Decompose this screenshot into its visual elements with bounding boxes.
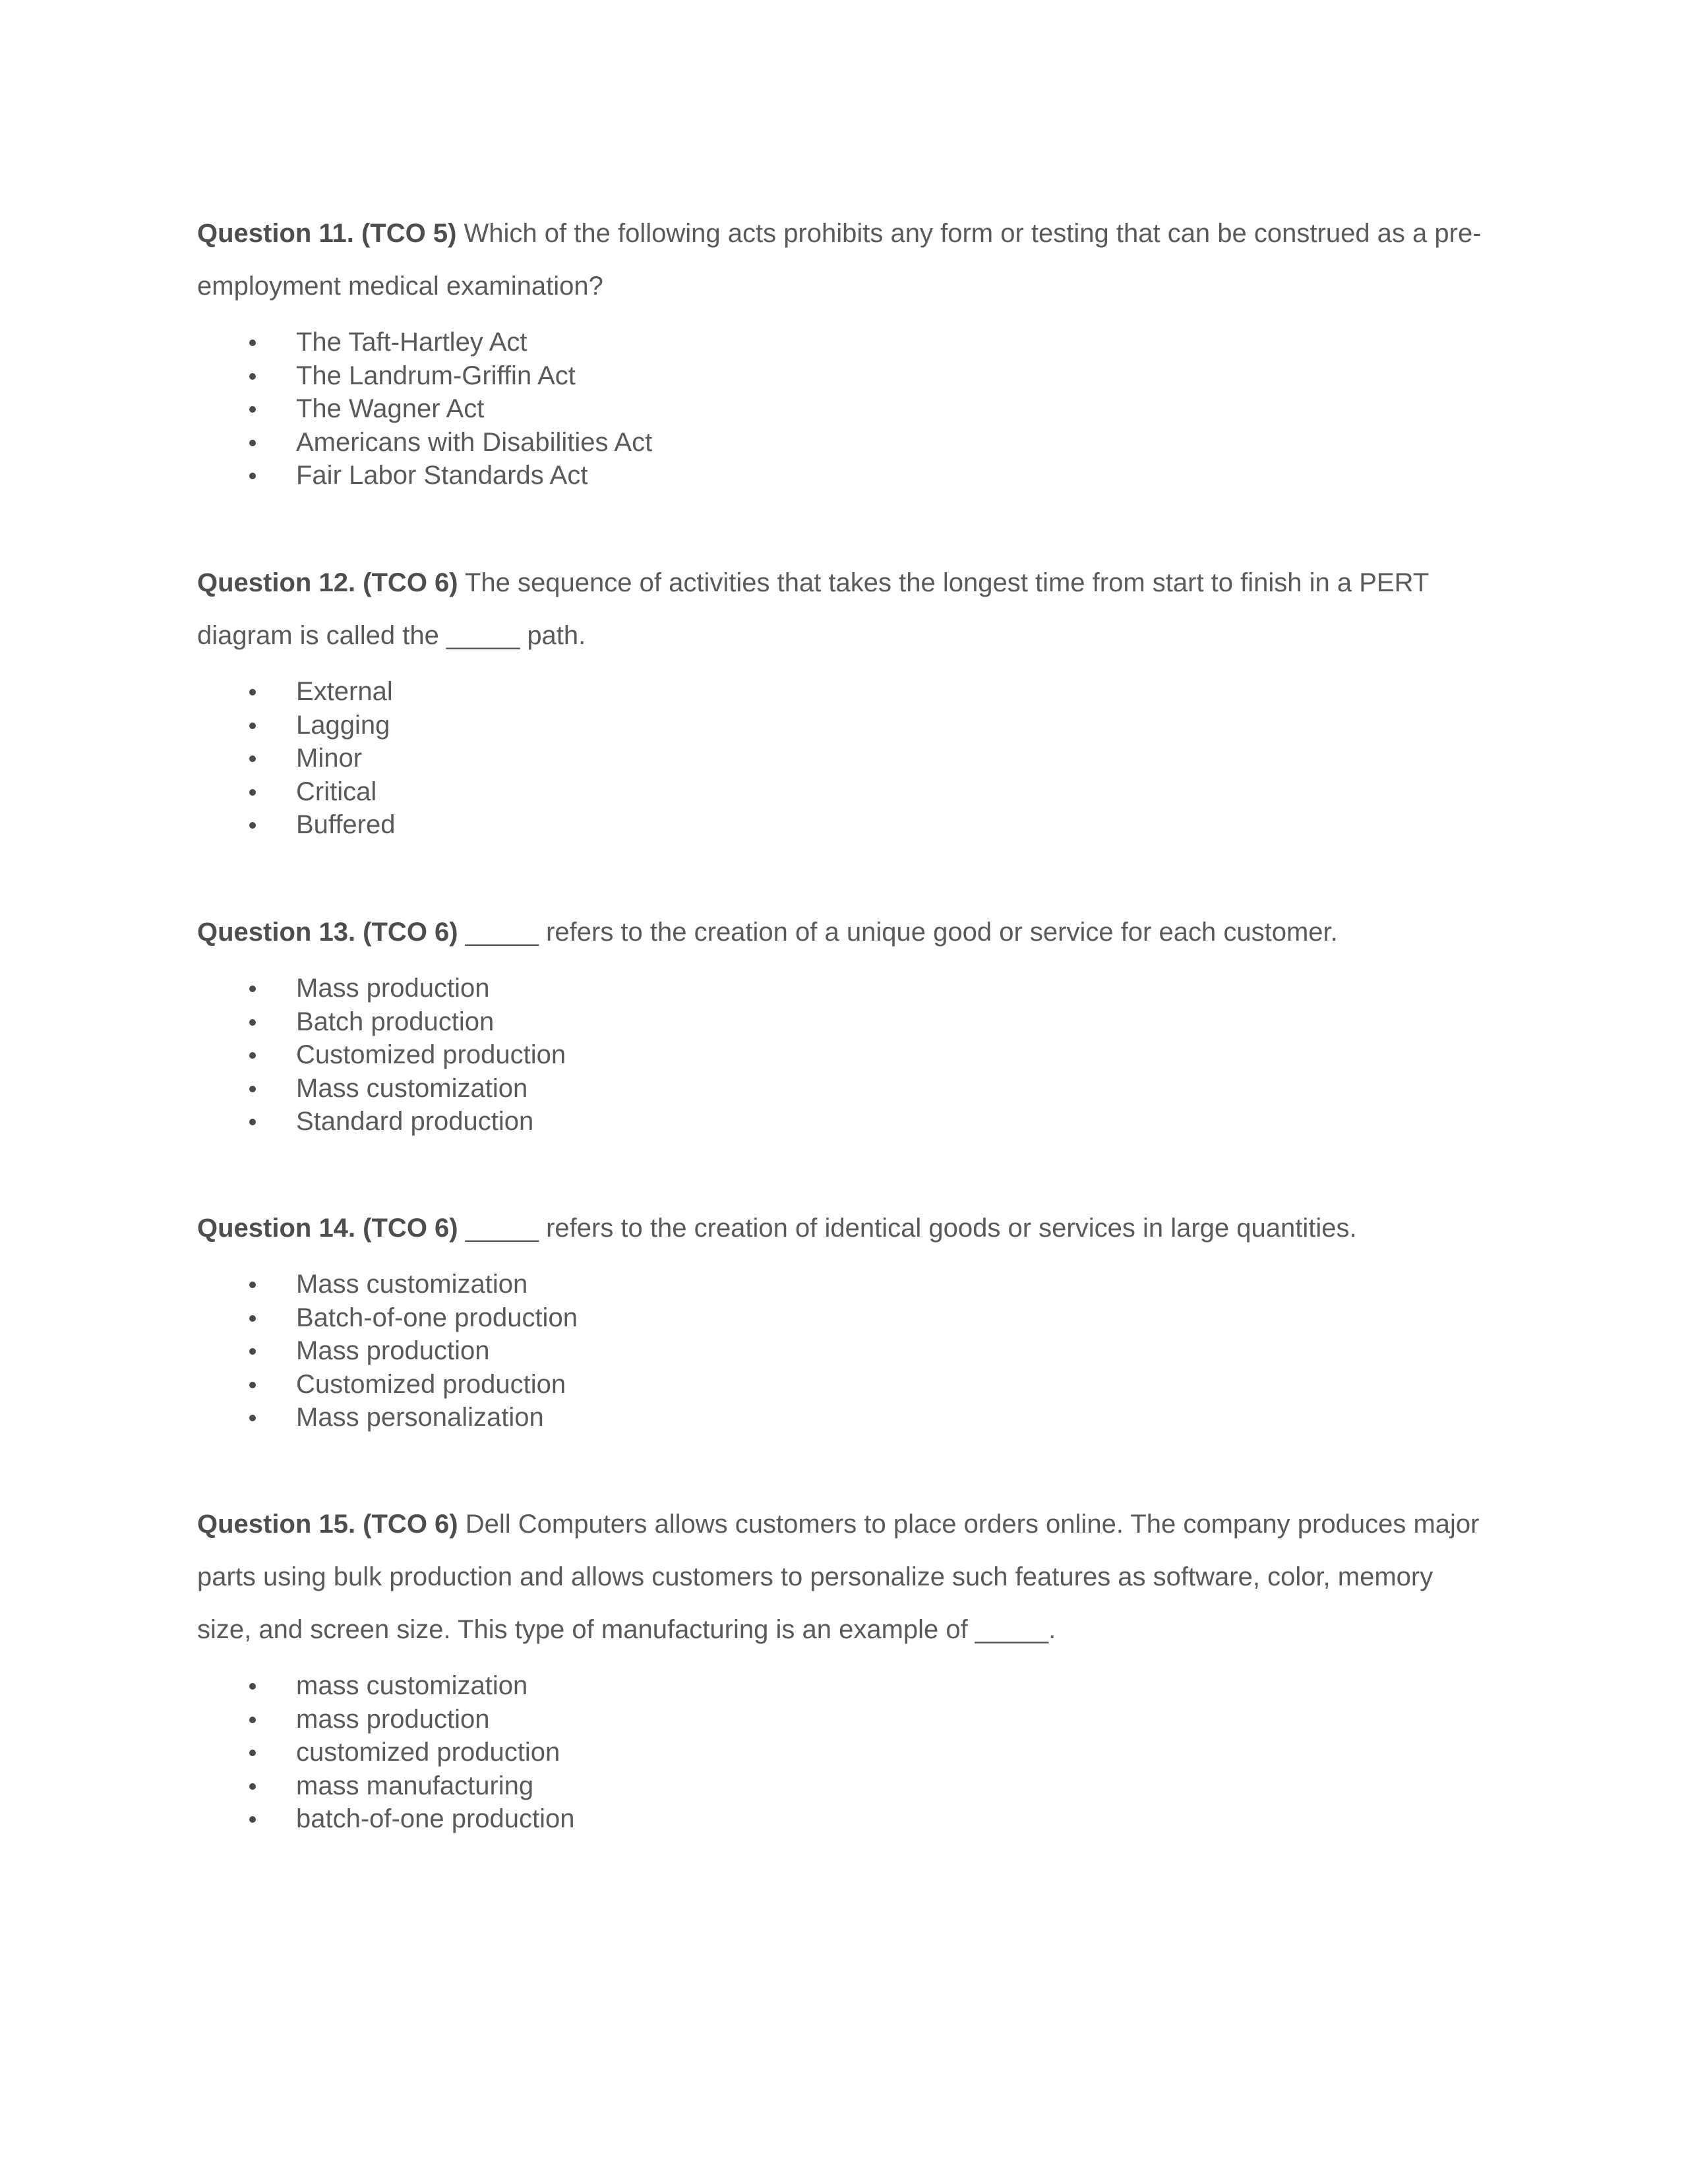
bullet-icon xyxy=(249,789,256,796)
bullet-icon xyxy=(249,1683,256,1690)
bullet-icon xyxy=(249,723,256,729)
bullet-icon xyxy=(249,1315,256,1322)
bullet-icon xyxy=(249,1415,256,1421)
answer-option xyxy=(197,1368,1490,1402)
answer-option xyxy=(197,359,1490,393)
answer-option xyxy=(197,1769,1490,1803)
question-14 xyxy=(197,1202,1490,1434)
question-12 xyxy=(197,556,1490,842)
option-label: Minor xyxy=(296,744,363,773)
option-label: The Wagner Act xyxy=(296,394,485,423)
bullet-icon xyxy=(249,1052,256,1059)
question-label: Question 11. (TCO 5) xyxy=(197,219,457,248)
bullet-icon xyxy=(249,339,256,346)
question-body: The sequence of activities that takes the longest time from start to finish in a PERT diagram is called the _____ path. xyxy=(197,568,1429,650)
answer-option xyxy=(197,675,1490,709)
option-label: Lagging xyxy=(296,710,390,740)
question-label: Question 13. (TCO 6) xyxy=(197,918,458,947)
bullet-icon xyxy=(249,1348,256,1355)
option-label: mass customization xyxy=(296,1671,528,1700)
answer-option xyxy=(197,1105,1490,1138)
answer-option xyxy=(197,1005,1490,1039)
bullet-icon xyxy=(249,373,256,380)
answer-option xyxy=(197,1334,1490,1368)
question-text xyxy=(197,906,1490,959)
option-label: External xyxy=(296,677,393,706)
answer-options xyxy=(197,1669,1490,1836)
answer-option xyxy=(197,1072,1490,1106)
option-label: The Taft-Hartley Act xyxy=(296,328,528,357)
option-label: customized production xyxy=(296,1738,560,1767)
option-label: Standard production xyxy=(296,1107,534,1136)
question-label: Question 12. (TCO 6) xyxy=(197,568,458,597)
bullet-icon xyxy=(249,822,256,829)
answer-option xyxy=(197,1401,1490,1434)
option-label: Mass production xyxy=(296,974,490,1003)
answer-options xyxy=(197,972,1490,1138)
question-11 xyxy=(197,207,1490,492)
answer-option xyxy=(197,1038,1490,1072)
question-body: _____ refers to the creation of identical goods or services in large quantities. xyxy=(458,1214,1357,1243)
option-label: Fair Labor Standards Act xyxy=(296,461,588,490)
bullet-icon xyxy=(249,1816,256,1823)
question-text xyxy=(197,556,1490,662)
answer-option xyxy=(197,775,1490,809)
answer-option xyxy=(197,326,1490,359)
bullet-icon xyxy=(249,473,256,479)
question-text xyxy=(197,1202,1490,1254)
answer-option xyxy=(197,1301,1490,1335)
answer-option xyxy=(197,1268,1490,1301)
answer-option xyxy=(197,742,1490,775)
bullet-icon xyxy=(249,986,256,992)
bullet-icon xyxy=(249,1086,256,1092)
option-label: Buffered xyxy=(296,810,396,839)
question-body: _____ refers to the creation of a unique good or service for each customer. xyxy=(458,918,1338,947)
option-label: Mass customization xyxy=(296,1270,528,1299)
answer-option xyxy=(197,426,1490,459)
answer-options xyxy=(197,675,1490,842)
bullet-icon xyxy=(249,406,256,413)
question-13 xyxy=(197,906,1490,1138)
answer-option xyxy=(197,972,1490,1005)
option-label: Batch-of-one production xyxy=(296,1303,578,1332)
option-label: batch-of-one production xyxy=(296,1804,575,1833)
answer-option xyxy=(197,1802,1490,1836)
question-text xyxy=(197,207,1490,312)
answer-options xyxy=(197,1268,1490,1434)
option-label: Customized production xyxy=(296,1040,566,1069)
option-label: Mass customization xyxy=(296,1073,528,1103)
answer-option xyxy=(197,1736,1490,1769)
answer-option xyxy=(197,709,1490,742)
question-label: Question 15. (TCO 6) xyxy=(197,1510,458,1539)
question-label: Question 14. (TCO 6) xyxy=(197,1214,458,1243)
question-text xyxy=(197,1498,1490,1656)
bullet-icon xyxy=(249,1019,256,1026)
answer-option xyxy=(197,808,1490,842)
answer-option xyxy=(197,1669,1490,1703)
answer-option xyxy=(197,1703,1490,1736)
bullet-icon xyxy=(249,689,256,695)
option-label: The Landrum-Griffin Act xyxy=(296,361,576,390)
option-label: mass manufacturing xyxy=(296,1771,534,1800)
option-label: mass production xyxy=(296,1704,490,1734)
answer-options xyxy=(197,326,1490,492)
option-label: Critical xyxy=(296,777,377,806)
question-15 xyxy=(197,1498,1490,1836)
option-label: Mass production xyxy=(296,1336,490,1365)
option-label: Americans with Disabilities Act xyxy=(296,427,653,457)
bullet-icon xyxy=(249,440,256,446)
bullet-icon xyxy=(249,1382,256,1388)
question-body: Which of the following acts prohibits any form or testing that can be construed as a pre-employment medical examination? xyxy=(197,219,1482,301)
bullet-icon xyxy=(249,1717,256,1723)
answer-option xyxy=(197,459,1490,492)
answer-option xyxy=(197,392,1490,426)
question-body: Dell Computers allows customers to place orders online. The company produces major parts using bulk production and allows customers to personalize such features as software, color, memory size, and screen size. This type of manufacturing is an example of _____. xyxy=(197,1510,1480,1644)
bullet-icon xyxy=(249,755,256,762)
option-label: Batch production xyxy=(296,1007,495,1036)
bullet-icon xyxy=(249,1750,256,1756)
bullet-icon xyxy=(249,1119,256,1125)
bullet-icon xyxy=(249,1282,256,1288)
option-label: Mass personalization xyxy=(296,1403,544,1432)
bullet-icon xyxy=(249,1783,256,1790)
option-label: Customized production xyxy=(296,1369,566,1399)
